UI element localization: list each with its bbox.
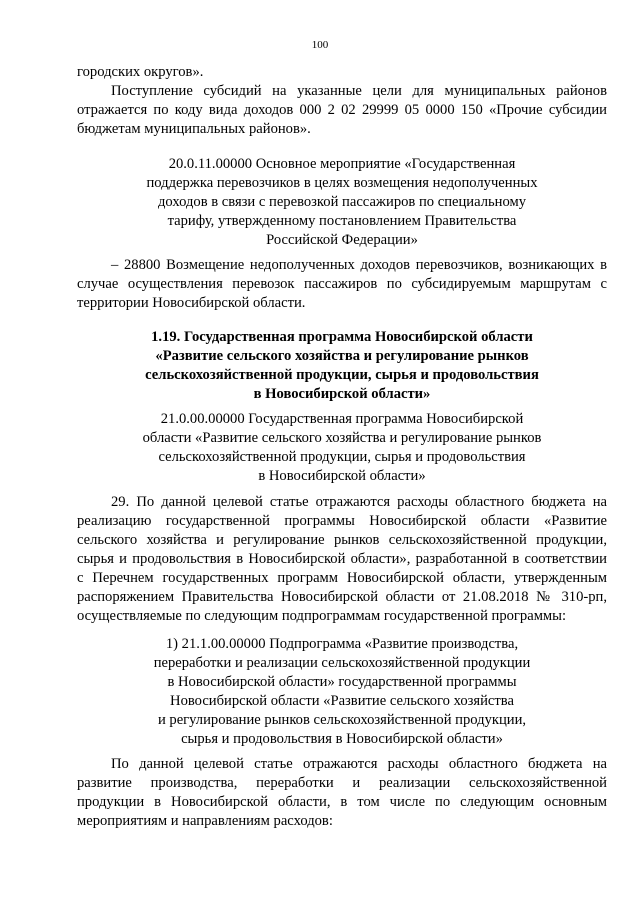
text-line: мероприятиям и направлениям расходов: [77, 813, 333, 829]
text-line: реализацию государственной программы Новосибирской области «Развитие [77, 513, 607, 529]
text-line: 1.19. Государственная программа Новосибирской области [151, 329, 533, 345]
text-line: в Новосибирской области» [253, 386, 431, 402]
text-line: Российской Федерации» [266, 232, 418, 248]
measure-heading-20-0-11 [77, 155, 607, 250]
text-line: городских округов». [77, 64, 204, 80]
text-line: осуществляемые по следующим подпрограммам государственной программы: [77, 608, 567, 624]
text-line: с Перечнем государственных программ Новосибирской области, утвержденным [77, 570, 607, 586]
text-line: доходов в связи с перевозкой пассажиров по специальному [158, 194, 526, 210]
text-line: случае осуществления перевозок пассажиров по субсидируемым маршрутам с [77, 276, 607, 292]
intro-paragraph [77, 63, 607, 139]
text-line: сельскохозяйственной продукции, сырья и продовольствия [145, 367, 539, 383]
text-line: отражается по коду вида доходов 000 2 02 29999 05 0000 150 «Прочие субсидии [77, 102, 607, 118]
text-line: переработки и реализации сельскохозяйственной продукции [153, 655, 531, 671]
text-line: сырья и продовольствия в Новосибирской области», разработанной в соответствии [77, 551, 607, 567]
section-heading-1-19 [77, 328, 607, 404]
text-line: Поступление субсидий на указанные цели для муниципальных районов [111, 83, 607, 99]
text-line: 21.0.00.00000 Государственная программа Новосибирской [160, 411, 524, 427]
subprogram-heading-21-1-00 [77, 635, 607, 749]
text-line: в Новосибирской области» государственной программы [167, 674, 517, 690]
text-line: поддержка перевозчиков в целях возмещения недополученных [146, 175, 538, 191]
text-line: и регулирование рынков сельскохозяйственной продукции, [157, 712, 527, 728]
text-line: сельскохозяйственной продукции, сырья и продовольствия [158, 449, 526, 465]
closing-paragraph [77, 755, 607, 831]
text-line: сырья и продовольствия в Новосибирской области» [181, 731, 503, 747]
text-line: 29. По данной целевой статье отражаются расходы областного бюджета на [111, 494, 607, 510]
text-line: – 28800 Возмещение недополученных доходов перевозчиков, возникающих в [111, 257, 607, 273]
text-line: тарифу, утвержденному постановлением Правительства [167, 213, 517, 229]
text-line: в Новосибирской области» [258, 468, 426, 484]
program-heading-21-0-00 [77, 410, 607, 486]
page-number: 100 [311, 39, 329, 51]
text-line: сельского хозяйства и регулирование рынков сельскохозяйственной продукции, [77, 532, 607, 548]
paragraph-29 [77, 493, 607, 626]
text-line: продукции в Новосибирской области, в том числе по следующим основным [77, 794, 607, 810]
text-line: 20.0.11.00000 Основное мероприятие «Государственная [168, 156, 516, 172]
text-line: области «Развитие сельского хозяйства и регулирование рынков [142, 430, 542, 446]
expense-code-28800 [77, 256, 607, 313]
text-line: Новосибирской области «Развитие сельского хозяйства [170, 693, 514, 709]
text-line: территории Новосибирской области. [77, 295, 306, 311]
text-line: По данной целевой статье отражаются расходы областного бюджета на [111, 756, 607, 772]
text-line: распоряжением Правительства Новосибирской области от 21.08.2018 № 310-рп, [77, 589, 607, 605]
text-line: бюджетам муниципальных районов». [77, 121, 311, 137]
text-line: 1) 21.1.00.00000 Подпрограмма «Развитие производства, [165, 636, 519, 652]
text-line: развитие производства, переработки и реализации сельскохозяйственной [77, 775, 607, 791]
text-line: «Развитие сельского хозяйства и регулирование рынков [155, 348, 529, 364]
